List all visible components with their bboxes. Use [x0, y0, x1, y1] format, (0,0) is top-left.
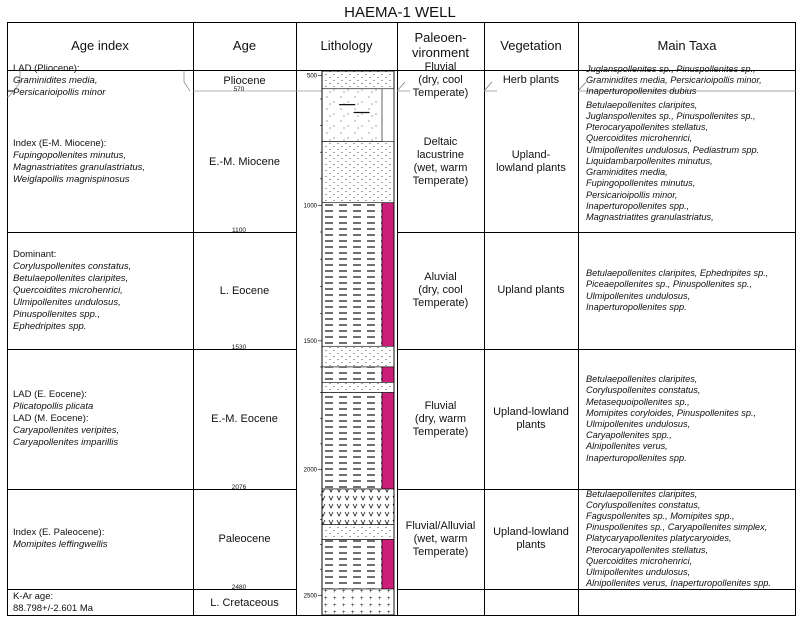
vegetation-cell — [484, 91, 578, 232]
text-line: Juglanspollenites sp., Pinuspollenites sp., — [586, 63, 756, 74]
header-vegetation: Vegetation — [500, 37, 562, 53]
text-line: LAD (M. Eocene): — [13, 413, 89, 424]
lithology-coal-bar — [382, 393, 394, 489]
text-line: Aluvial — [424, 271, 457, 283]
text-line: Index (E. Paleocene): — [13, 527, 105, 538]
age-index-cell — [13, 232, 191, 349]
text-line: Faguspollenites sp., Momipites spp., — [586, 511, 735, 521]
header-lithology: Lithology — [320, 37, 373, 53]
text-line: Quercoidites microhenrici, — [13, 284, 123, 296]
text-line: plants — [516, 539, 546, 551]
text-line: Graminidites media, — [586, 167, 668, 178]
age-index-cell — [13, 62, 191, 98]
text-line: Temperate) — [412, 174, 469, 187]
text-line: Juglanspollenites sp., Pinuspollenites sp., — [586, 111, 756, 122]
text-line: Betulaepollenites claripites, Ephedripites sp., — [586, 268, 769, 279]
depth-tick-label: 2000 — [303, 467, 317, 474]
text-line: Inaperturopollenites spp., — [586, 200, 690, 211]
text-line: Coryluspollenites constatus, — [13, 260, 132, 272]
text-line: (wet, warm — [413, 532, 468, 545]
age-cell: Pliocene — [223, 74, 266, 87]
text-line: Plicatopollis plicata — [13, 401, 94, 412]
text-line: Caryapollenites imparillis — [13, 437, 119, 448]
text-line: Pterocaryapollenites stellatus, — [586, 122, 709, 133]
text-line: Betulaepollenites claripites, — [586, 374, 698, 385]
age-cell: L. Cretaceous — [210, 596, 279, 609]
age-cell: L. Eocene — [219, 284, 270, 297]
text-line: Graminidites media, — [13, 74, 98, 86]
text-line: Pinuspollenites spp., — [13, 308, 101, 320]
text-line: Weiglapollis magnispinosus — [13, 173, 130, 185]
header-main-taxa: Main Taxa — [657, 37, 717, 53]
lithology-unit-volcanic — [322, 489, 394, 525]
age-index-cell — [13, 349, 191, 489]
age-index-cell — [13, 489, 191, 589]
vegetation-cell — [484, 349, 578, 489]
header-age: Age — [232, 37, 257, 53]
paleoenvironment-cell — [397, 349, 484, 489]
text-line: (wet, warm — [413, 161, 468, 174]
main-taxa-cell — [586, 232, 796, 349]
text-line: 88.798+/-2.601 Ma — [13, 602, 94, 614]
text-line: Ulmipollenites undulosus, — [586, 567, 691, 578]
text-line: Ulmipollenites undulosus, — [586, 419, 691, 429]
depth-boundary-label: 2480 — [231, 584, 247, 591]
text-line: Coryluspollenites constatus, — [586, 499, 701, 510]
text-line: Magnastriatites granulastriatus, — [586, 211, 714, 222]
text-line: Upland-lowland — [493, 406, 569, 418]
lithology-unit-shale — [322, 539, 382, 589]
text-line: Herb plants — [502, 74, 560, 86]
text-line: Coryluspollenites constatus, — [586, 385, 701, 396]
text-line: (dry, cool — [418, 74, 463, 86]
depth-boundary-label: 570 — [233, 86, 245, 93]
text-line: Fluvial — [424, 61, 457, 73]
text-line: Persicarioipollis minor, — [586, 189, 678, 200]
paleoenvironment-cell — [397, 489, 484, 589]
text-line: plants — [516, 419, 546, 431]
text-line: Temperate) — [412, 545, 469, 558]
text-line: Betulaepollenites claripites, — [586, 488, 698, 499]
text-line: Liquidambarpollenites minutus, — [586, 155, 713, 166]
text-line: Platycaryapollenites platycaryoides, — [586, 533, 732, 544]
text-line: Ulmipollenites undulosus, Pediastrum spp. — [586, 144, 760, 155]
text-line: Inaperturopollenites dubius — [586, 86, 697, 97]
depth-tick-label: 1000 — [303, 203, 317, 210]
text-line: Quercoidites microhenrici, — [586, 555, 693, 566]
text-line: lacustrine — [416, 148, 465, 161]
text-line: Fluvial — [424, 399, 457, 412]
text-line: Temperate) — [412, 297, 469, 309]
age-cell: Paleocene — [218, 533, 271, 545]
text-line: Deltaic — [423, 135, 458, 148]
main-taxa-cell — [586, 63, 796, 97]
lithology-unit-sand — [322, 525, 394, 540]
text-line: Upland- — [511, 148, 551, 161]
text-line: LAD (E. Eocene): — [13, 389, 87, 400]
text-line: Fupingopollenites minutus, — [586, 178, 696, 189]
text-line: Alnipollenites verus, Inaperturopollenites spp. — [586, 578, 771, 589]
lithology-unit-sand — [322, 142, 394, 203]
lithology-column — [296, 70, 397, 616]
text-line: Fluvial/Alluvial — [405, 519, 476, 532]
text-line: Ephedripites spp. — [13, 320, 87, 332]
text-line: Magnastriatites granulastriatus, — [13, 161, 146, 173]
text-line: Metasequoipollenites sp., — [586, 396, 690, 407]
lithology-coal-bar — [382, 203, 394, 347]
header-age-index: Age index — [71, 37, 129, 53]
paleoenvironment-cell — [397, 61, 484, 99]
text-line: Piceaepollenites sp., Pinuspollenites sp., — [586, 279, 752, 290]
text-line: Upland-lowland — [493, 526, 569, 538]
text-line: Momipites leffingwellis — [13, 539, 108, 550]
text-line: Inaperturopollenites spp. — [586, 301, 687, 312]
text-line: Betulaepollenites claripites, — [586, 99, 698, 110]
text-line: Momipites coryloides, Pinuspollenites sp., — [586, 407, 757, 418]
vegetation-cell — [484, 232, 578, 349]
vegetation-cell — [484, 70, 578, 91]
text-line: Temperate) — [412, 425, 469, 438]
depth-tick-label: 1500 — [303, 338, 317, 345]
paleoenvironment-cell — [397, 232, 484, 349]
text-line: Inaperturopollenites spp. — [586, 452, 687, 463]
text-line: Dominant: — [13, 248, 57, 260]
text-line: Persicarioipollis minor — [13, 86, 106, 98]
depth-tick-label: 2500 — [303, 593, 317, 600]
text-line: lowland plants — [496, 161, 566, 174]
depth-boundary-label: 1530 — [231, 344, 247, 351]
lithology-coal-bar — [382, 539, 394, 589]
text-line: Quercoidites microhenrici, — [586, 133, 693, 144]
text-line: Betulaepollenites claripites, — [13, 272, 129, 284]
lithology-coal-bar — [382, 367, 394, 382]
depth-boundary-label: 1100 — [232, 227, 246, 234]
text-line: Caryapollenites spp., — [586, 430, 672, 441]
lithology-unit-sand — [322, 71, 394, 89]
text-line: Caryapollenites veripites, — [13, 425, 120, 436]
lithology-unit-basement — [322, 589, 394, 615]
lithology-unit-shale — [322, 367, 382, 382]
text-line: Temperate) — [412, 87, 469, 99]
lithology-unit-shale — [322, 203, 382, 347]
age-cell: E.-M. Miocene — [209, 155, 280, 168]
text-line: Upland plants — [497, 284, 565, 296]
lithology-unit-sand — [322, 346, 394, 367]
lithology-unit-sand — [322, 382, 394, 392]
main-taxa-cell — [586, 91, 796, 232]
text-line: Graminidites media, Persicarioipollis minor, — [586, 74, 762, 85]
text-line: K-Ar age: — [13, 590, 54, 602]
vegetation-cell — [484, 489, 578, 589]
text-line: (dry, warm — [414, 412, 467, 425]
paleoenvironment-cell — [397, 91, 484, 232]
text-line: Ulmipollenites undulosus, — [586, 290, 691, 301]
header-paleoenvironment: Paleoen- vironment — [411, 30, 470, 60]
age-cell: E.-M. Eocene — [211, 413, 278, 425]
text-line: (dry, cool — [418, 284, 463, 296]
age-index-cell — [13, 589, 191, 616]
text-line: Index (E-M. Miocene): — [13, 137, 107, 149]
depth-boundary-label: 2076 — [231, 484, 247, 491]
main-taxa-cell — [586, 489, 796, 589]
depth-tick-label: 500 — [306, 73, 317, 80]
text-line: Pinuspollenites sp., Caryapollenites simplex, — [586, 522, 768, 533]
page-title: HAEMA-1 WELL — [344, 4, 456, 21]
text-line: Pterocaryapollenites stellatus, — [586, 544, 709, 555]
lithology-unit-shale — [322, 393, 382, 489]
lithology-unit-sand-shale — [322, 89, 382, 142]
text-line: Fupingopollenites minutus, — [13, 149, 127, 161]
text-line: Ulmipollenites undulosus, — [13, 296, 121, 308]
text-line: LAD (Pliocene): — [13, 62, 80, 74]
main-taxa-cell — [586, 349, 796, 489]
text-line: Alnipollenites verus, — [586, 441, 668, 452]
age-index-cell — [13, 91, 191, 232]
